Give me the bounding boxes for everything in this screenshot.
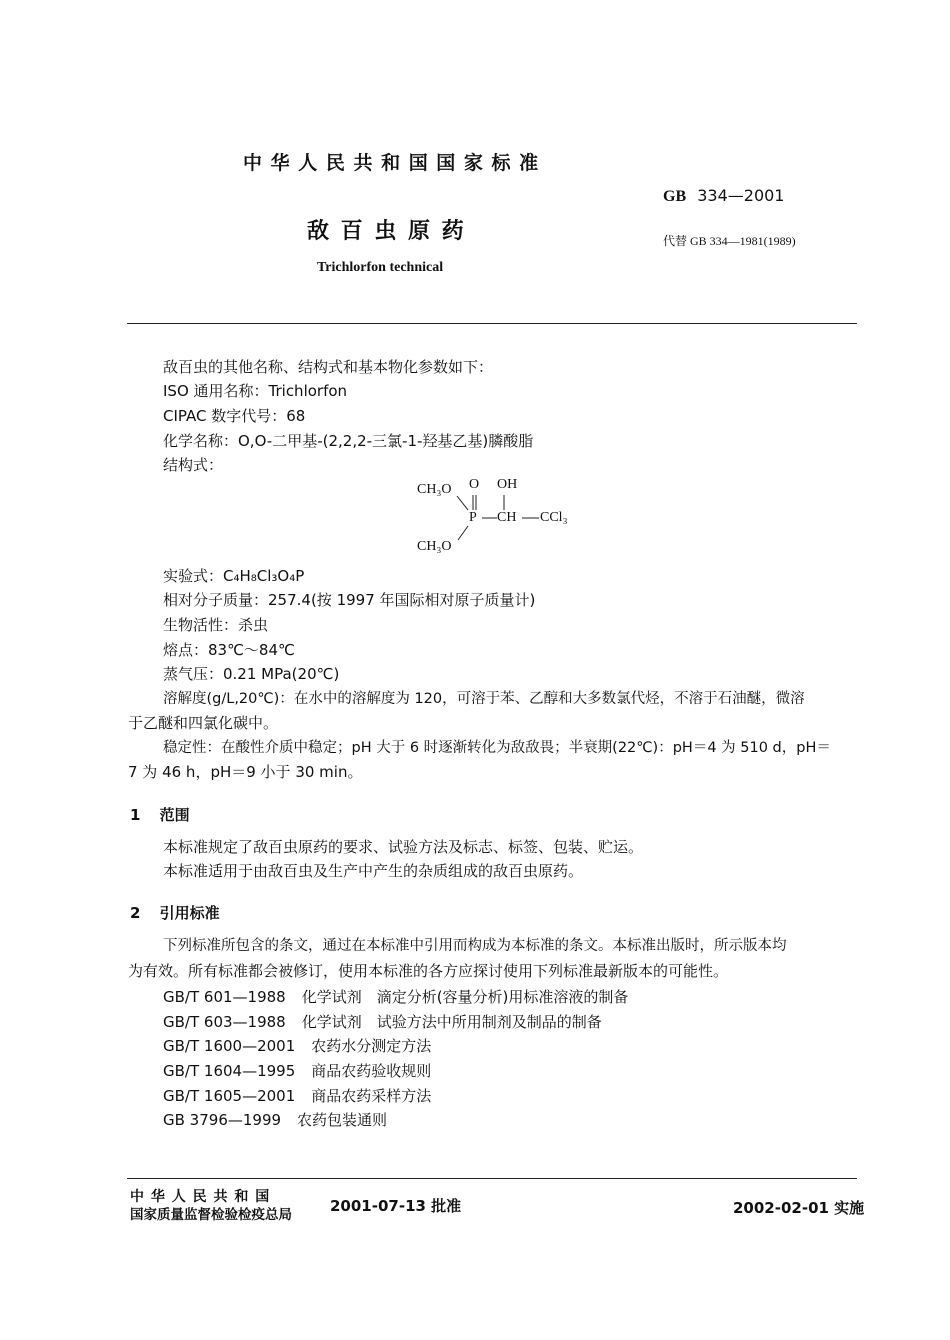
section-2-para-1: 下列标准所包含的条文，通过在本标准中引用而构成为本标准的条文。本标准出版时，所示版本均 [163, 938, 787, 954]
reference-code: GB 3796—1999 [163, 1111, 282, 1129]
section-2-number: 2 [130, 904, 141, 922]
section-1-number: 1 [130, 806, 141, 824]
section-1-para-1: 本标准规定了敌百虫原药的要求、试验方法及标志、标签、包装、贮运。 [163, 838, 644, 856]
reference-item [163, 1086, 431, 1106]
formula-ch3o-bottom: CH₃O [417, 539, 452, 554]
vapor-pressure: 蒸气压：0.21 MPa(20℃) [163, 665, 340, 683]
reference-code: GB/T 1604—1995 [163, 1062, 296, 1080]
section-1-title: 范围 [159, 806, 190, 824]
effective-date: 2002-02-01 实施 [733, 1199, 865, 1217]
reference-item [163, 1110, 387, 1130]
chemical-name: 化学名称：O,O-二甲基-(2,2,2-三氯-1-羟基乙基)膦酸脂 [163, 432, 534, 450]
formula-ch3o-top: CH₃O [417, 482, 452, 497]
standard-number [663, 186, 784, 206]
intro-lead: 敌百虫的其他名称、结构式和基本物化参数如下： [163, 358, 494, 376]
biological-activity: 生物活性：杀虫 [163, 616, 269, 634]
header-divider [127, 323, 857, 324]
reference-code: GB/T 1600—2001 [163, 1037, 296, 1055]
formula-bonds [400, 470, 600, 560]
standard-code: 334—2001 [697, 186, 785, 205]
reference-item [163, 1061, 431, 1081]
iso-common-name: ISO 通用名称：Trichlorfon [163, 382, 348, 400]
reference-title: 商品农药采样方法 [311, 1087, 432, 1105]
section-2-heading [130, 903, 220, 923]
reference-item [163, 1012, 602, 1032]
english-title: Trichlorfon technical [317, 260, 444, 275]
replaces-standard: 代替 GB 334—1981(1989) [663, 234, 796, 248]
solubility-line-2: 于乙醚和四氯化碳中。 [128, 714, 279, 732]
melting-point: 熔点：83℃～84℃ [163, 641, 295, 659]
national-standard-heading: 中 华 人 民 共 和 国 国 家 标 准 [243, 152, 540, 174]
section-2-para-2: 为有效。所有标准都会被修订，使用本标准的各方应探讨使用下列标准最新版本的可能性。 [128, 962, 729, 980]
molecular-mass: 相对分子质量：257.4(按 1997 年国际相对原子质量计) [163, 591, 536, 609]
reference-code: GB/T 1605—2001 [163, 1087, 296, 1105]
section-1-para-2: 本标准适用于由敌百虫及生产中产生的杂质组成的敌百虫原药。 [163, 862, 584, 880]
formula-oh: OH [497, 477, 518, 492]
reference-title: 化学试剂 试验方法中所用制剂及制品的制备 [301, 1013, 602, 1031]
reference-title: 化学试剂 滴定分析(容量分析)用标准溶液的制备 [301, 988, 629, 1006]
reference-code: GB/T 603—1988 [163, 1013, 286, 1031]
reference-title: 农药水分测定方法 [311, 1037, 432, 1055]
reference-code: GB/T 601—1988 [163, 988, 286, 1006]
formula-o: O [469, 477, 480, 492]
footer-country: 中 华 人 民 共 和 国 [130, 1189, 271, 1205]
formula-ch: CH [497, 510, 517, 525]
footer-agency: 国家质量监督检验检疫总局 [130, 1207, 292, 1223]
reference-title: 农药包装通则 [297, 1111, 388, 1129]
document-title: 敌 百 虫 原 药 [307, 219, 466, 244]
standard-prefix: GB [663, 188, 687, 205]
reference-item [163, 987, 628, 1007]
structure-label: 结构式： [163, 456, 224, 474]
solubility-line-1: 溶解度(g/L,20℃)：在水中的溶解度为 120，可溶于苯、乙醇和大多数氯代烃，不溶于石油醚，微溶 [163, 691, 805, 707]
stability-line-2: 7 为 46 h，pH＝9 小于 30 min。 [128, 763, 363, 781]
formula-p: P [469, 510, 477, 525]
reference-item [163, 1036, 431, 1056]
empirical-formula: 实验式：C₄H₈Cl₃O₄P [163, 567, 305, 585]
section-1-heading [130, 805, 190, 825]
footer-divider [127, 1178, 857, 1179]
stability-line-1: 稳定性：在酸性介质中稳定；pH 大于 6 时逐渐转化为敌敌畏；半衰期(22℃)：pH＝4 为 510 d，pH＝ [163, 740, 831, 756]
section-2-title: 引用标准 [159, 904, 220, 922]
formula-ccl3: CCl₃ [540, 510, 568, 525]
cipac-code: CIPAC 数字代号：68 [163, 407, 306, 425]
approval-date: 2001-07-13 批准 [330, 1197, 462, 1215]
reference-title: 商品农药验收规则 [311, 1062, 432, 1080]
